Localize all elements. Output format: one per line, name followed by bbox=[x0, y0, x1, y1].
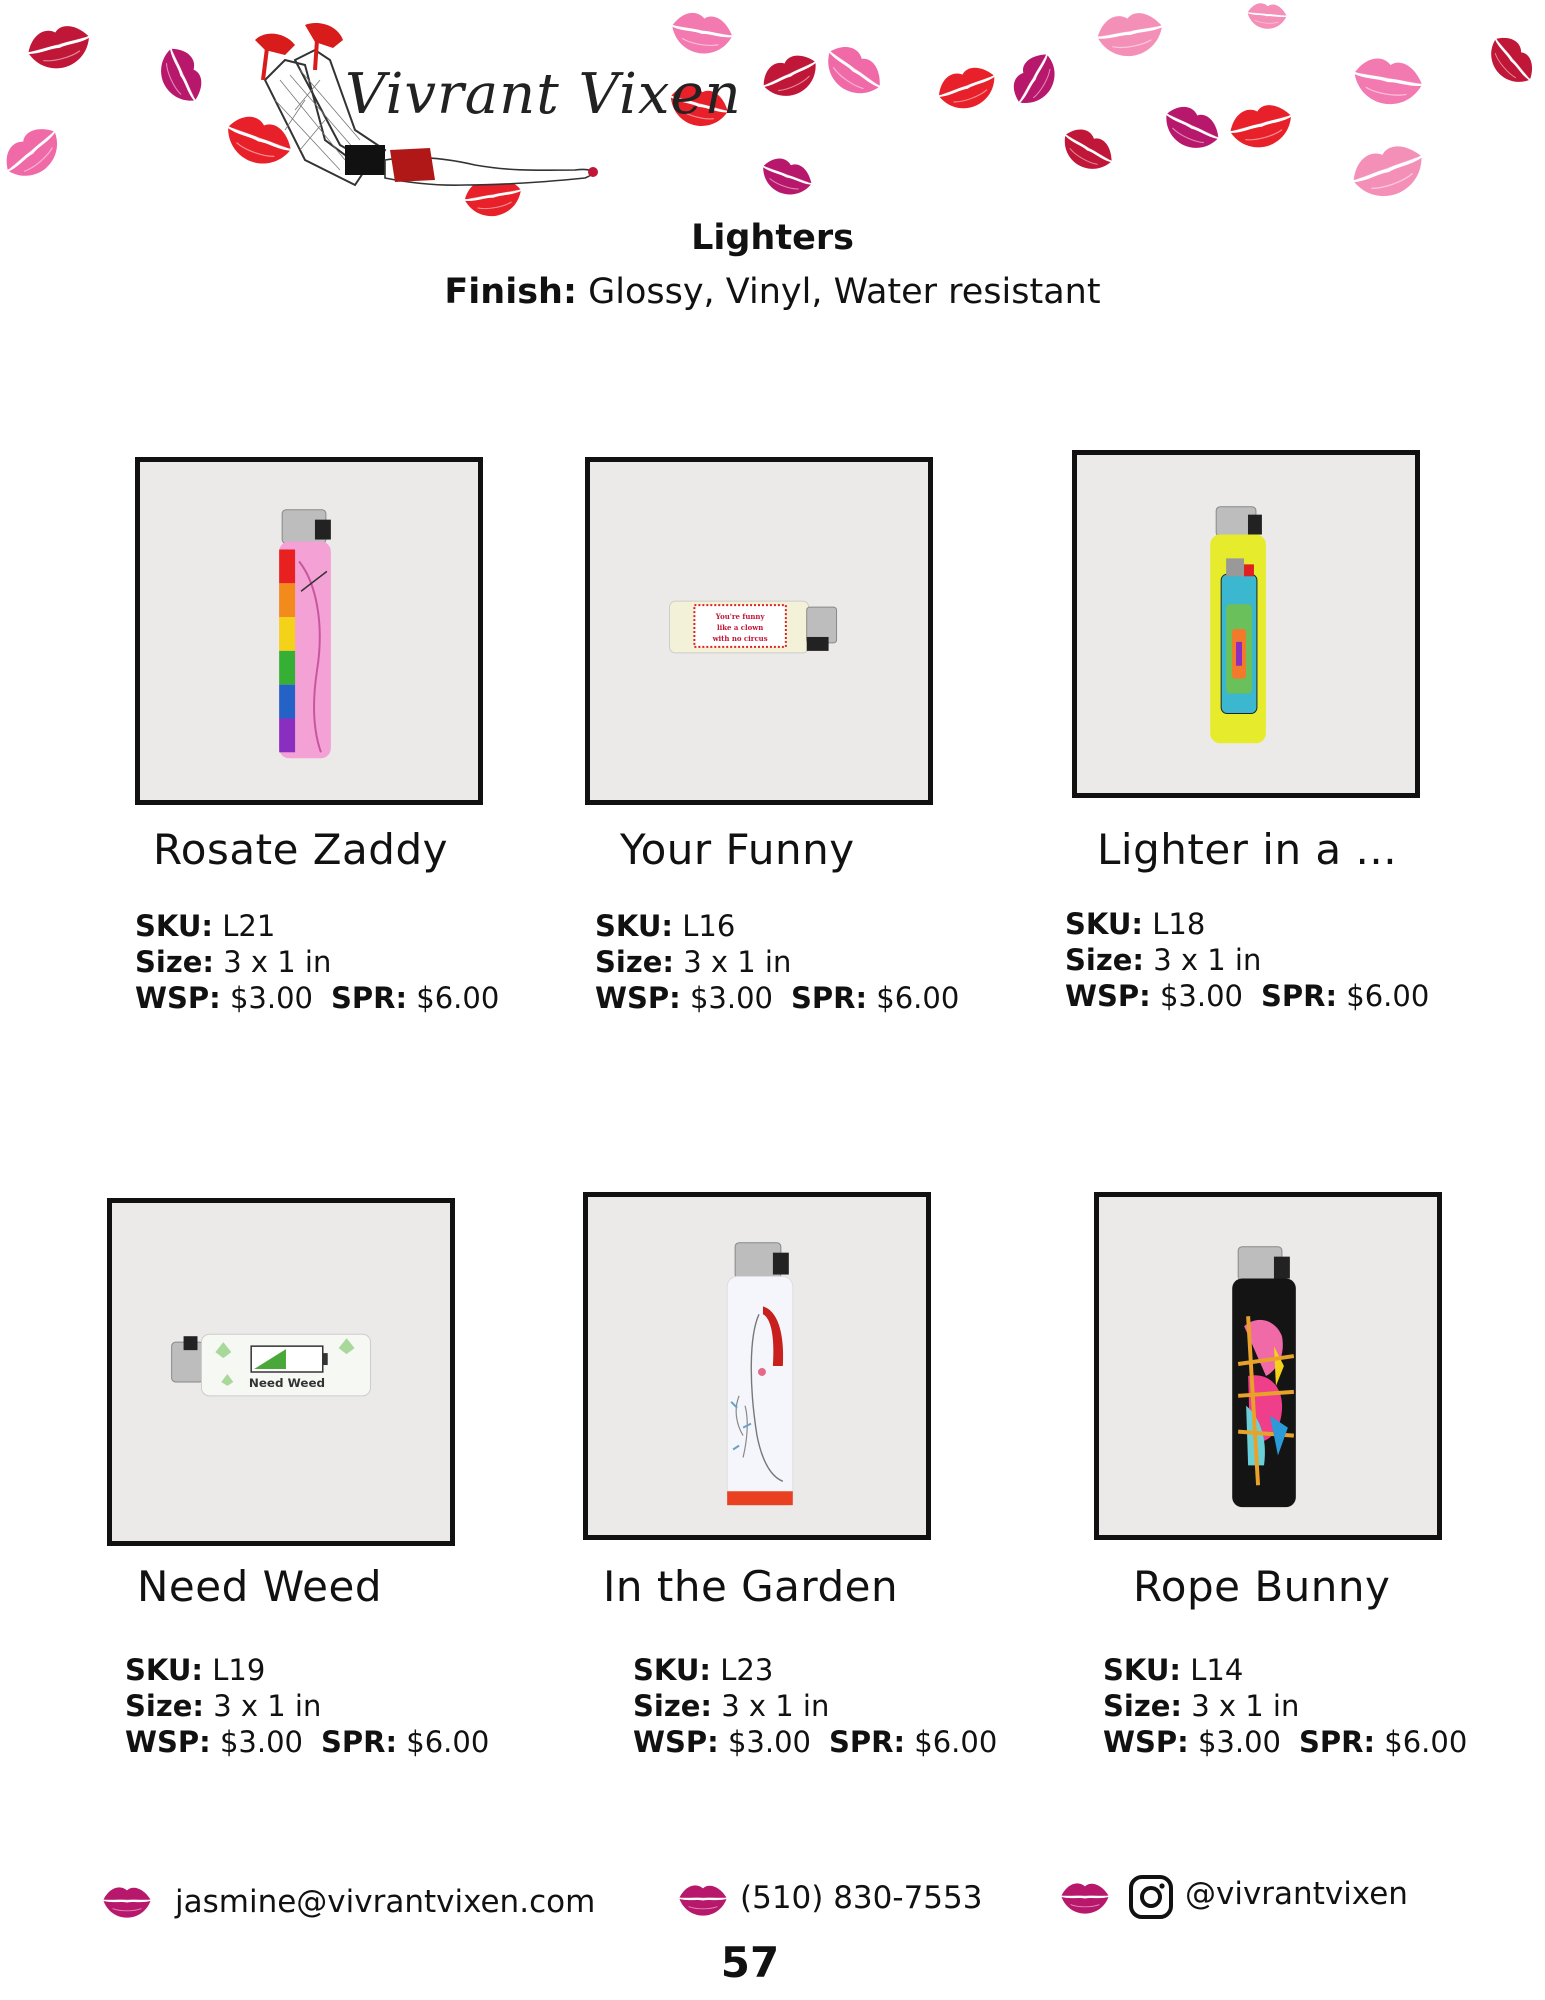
product-name: In the Garden bbox=[603, 1562, 899, 1611]
lips-icon bbox=[24, 22, 94, 70]
wsp-value: $3.00 bbox=[727, 1725, 811, 1759]
svg-text:You're funny: You're funny bbox=[715, 612, 765, 622]
product-name: Need Weed bbox=[137, 1562, 383, 1611]
size-value: 3 x 1 in bbox=[683, 945, 792, 979]
size-label: Size: bbox=[633, 1689, 712, 1723]
svg-text:like a clown: like a clown bbox=[716, 623, 764, 633]
lips-icon bbox=[1350, 140, 1426, 200]
lips-icon bbox=[102, 1882, 152, 1920]
product-photo-your-funny bbox=[585, 457, 933, 805]
lips-icon bbox=[1162, 100, 1222, 154]
size-label: Size: bbox=[1065, 943, 1144, 977]
product-specs bbox=[1065, 906, 1429, 1014]
wsp-value: $3.00 bbox=[1197, 1725, 1281, 1759]
lips-icon bbox=[1005, 46, 1063, 112]
lips-icon bbox=[1352, 52, 1424, 108]
size-value: 3 x 1 in bbox=[213, 1689, 322, 1723]
product-name: Rope Bunny bbox=[1133, 1562, 1391, 1611]
lips-icon bbox=[1095, 8, 1165, 58]
product-name: Your Funny bbox=[620, 825, 855, 874]
sku-label: SKU: bbox=[1103, 1653, 1181, 1687]
wsp-value: $3.00 bbox=[689, 981, 773, 1015]
size-value: 3 x 1 in bbox=[721, 1689, 830, 1723]
product-specs bbox=[633, 1652, 997, 1760]
sku-label: SKU: bbox=[595, 909, 673, 943]
sku-label: SKU: bbox=[633, 1653, 711, 1687]
size-value: 3 x 1 in bbox=[1191, 1689, 1300, 1723]
email-link[interactable]: jasmine@vivrantvixen.com bbox=[175, 1884, 596, 1920]
lips-icon bbox=[0, 120, 64, 184]
product-photo-rosate-zaddy bbox=[135, 457, 483, 805]
wsp-value: $3.00 bbox=[229, 981, 313, 1015]
lips-icon bbox=[936, 60, 998, 114]
spr-label: SPR: bbox=[828, 1725, 906, 1759]
lips-icon bbox=[1060, 1878, 1110, 1916]
spr-label: SPR: bbox=[1298, 1725, 1376, 1759]
sku-value: L23 bbox=[720, 1653, 774, 1687]
lips-icon bbox=[760, 150, 814, 202]
section-title: Lighters bbox=[691, 218, 854, 258]
product-name: Rosate Zaddy bbox=[153, 825, 448, 874]
wsp-label: WSP: bbox=[125, 1725, 211, 1759]
size-label: Size: bbox=[135, 945, 214, 979]
spr-value: $6.00 bbox=[876, 981, 960, 1015]
spr-label: SPR: bbox=[330, 981, 408, 1015]
product-photo-need-weed bbox=[107, 1198, 455, 1546]
size-value: 3 x 1 in bbox=[1153, 943, 1262, 977]
sku-value: L19 bbox=[212, 1653, 266, 1687]
wsp-value: $3.00 bbox=[219, 1725, 303, 1759]
sku-value: L16 bbox=[682, 909, 736, 943]
lips-icon bbox=[1060, 122, 1116, 176]
product-name: Lighter in a ... bbox=[1097, 825, 1398, 874]
spr-value: $6.00 bbox=[416, 981, 500, 1015]
finish-label: Finish: bbox=[444, 272, 577, 312]
lips-icon bbox=[1228, 98, 1294, 152]
svg-text:with no circus: with no circus bbox=[712, 633, 768, 643]
lips-icon bbox=[1236, 0, 1298, 30]
lips-icon bbox=[1484, 30, 1540, 90]
phone-link[interactable]: (510) 830-7553 bbox=[740, 1880, 983, 1916]
sku-label: SKU: bbox=[125, 1653, 203, 1687]
page-number: 57 bbox=[720, 1938, 780, 1987]
lips-icon bbox=[670, 6, 734, 58]
size-label: Size: bbox=[595, 945, 674, 979]
size-value: 3 x 1 in bbox=[223, 945, 332, 979]
spr-value: $6.00 bbox=[914, 1725, 998, 1759]
wsp-label: WSP: bbox=[135, 981, 221, 1015]
product-specs bbox=[125, 1652, 489, 1760]
product-specs bbox=[595, 908, 959, 1016]
wsp-label: WSP: bbox=[1103, 1725, 1189, 1759]
spr-label: SPR: bbox=[790, 981, 868, 1015]
product-specs bbox=[135, 908, 499, 1016]
finish-value: Glossy, Vinyl, Water resistant bbox=[588, 272, 1101, 312]
instagram-icon[interactable] bbox=[1128, 1874, 1174, 1920]
spr-value: $6.00 bbox=[1346, 979, 1430, 1013]
product-photo-in-the-garden bbox=[583, 1192, 931, 1540]
product-specs bbox=[1103, 1652, 1467, 1760]
wsp-value: $3.00 bbox=[1159, 979, 1243, 1013]
product-photo-rope-bunny bbox=[1094, 1192, 1442, 1540]
spr-label: SPR: bbox=[320, 1725, 398, 1759]
finish-line bbox=[0, 272, 1545, 312]
product-photo-lighter-in-a bbox=[1072, 450, 1420, 798]
lips-icon bbox=[152, 42, 212, 108]
lips-icon bbox=[760, 50, 820, 100]
lips-icon bbox=[678, 1880, 728, 1918]
sku-value: L21 bbox=[222, 909, 276, 943]
size-label: Size: bbox=[125, 1689, 204, 1723]
size-label: Size: bbox=[1103, 1689, 1182, 1723]
wsp-label: WSP: bbox=[1065, 979, 1151, 1013]
sku-value: L18 bbox=[1152, 907, 1206, 941]
lips-icon bbox=[822, 40, 886, 100]
wsp-label: WSP: bbox=[595, 981, 681, 1015]
sku-value: L14 bbox=[1190, 1653, 1244, 1687]
wsp-label: WSP: bbox=[633, 1725, 719, 1759]
spr-value: $6.00 bbox=[406, 1725, 490, 1759]
svg-text:Need Weed: Need Weed bbox=[248, 1375, 326, 1390]
sku-label: SKU: bbox=[135, 909, 213, 943]
brand-name: Vivrant Vixen bbox=[345, 62, 742, 127]
instagram-handle[interactable]: @vivrantvixen bbox=[1185, 1876, 1408, 1912]
sku-label: SKU: bbox=[1065, 907, 1143, 941]
spr-label: SPR: bbox=[1260, 979, 1338, 1013]
spr-value: $6.00 bbox=[1384, 1725, 1468, 1759]
